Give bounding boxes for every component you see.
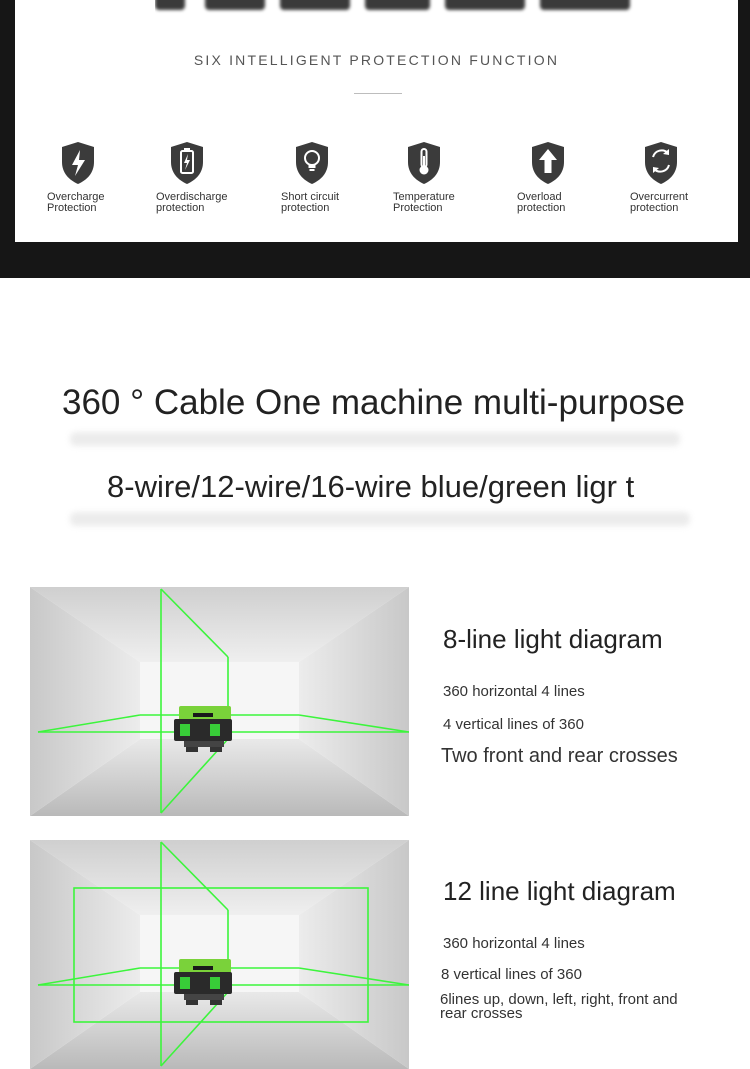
diagram-12-line-spec: 360 horizontal 4 lines: [443, 935, 585, 952]
protection-band: [0, 0, 750, 278]
lightning-shield-icon: [59, 140, 97, 186]
diagram-8-line-spec: 4 vertical lines of 360: [443, 716, 584, 733]
diagram-12-line-image: [30, 840, 409, 1069]
protection-label: Temperature Protection: [393, 191, 455, 214]
protection-label: Overcharge Protection: [47, 191, 105, 214]
diagram-12-line-title: 12 line light diagram: [443, 876, 676, 906]
protection-label: Overdischarge protection: [156, 191, 228, 214]
thermometer-shield-icon: [405, 140, 443, 186]
protection-label: Short circuit protection: [281, 191, 340, 214]
diagram-8-line-spec: Two front and rear crosses: [441, 745, 678, 767]
battery-shield-icon: [168, 140, 206, 186]
protection-item-overcurrent: [630, 140, 740, 214]
protection-item-overcharge: [47, 140, 157, 214]
protection-item-temperature: [393, 140, 503, 214]
diagram-8-line-title: 8-line light diagram: [443, 624, 663, 654]
text-shadow-decoration: [70, 512, 690, 526]
diagram-8-line-spec: 360 horizontal 4 lines: [443, 683, 585, 700]
bulb-shield-icon: [293, 140, 331, 186]
subtitle-divider: [354, 93, 402, 94]
headline-360-cable: 360 ° Cable One machine multi-purpose: [62, 383, 685, 422]
diagram-8-line-image: [30, 587, 409, 816]
headline-wire-options: 8-wire/12-wire/16-wire blue/green ligr t: [107, 469, 635, 504]
protection-panel: [15, 0, 738, 242]
protection-subtitle: SIX INTELLIGENT PROTECTION FUNCTION: [193, 52, 560, 68]
text-shadow-decoration: [70, 432, 680, 446]
protection-item-overload: [517, 140, 627, 214]
protection-item-short-circuit: [281, 140, 391, 214]
arrow-up-shield-icon: [529, 140, 567, 186]
protection-label: Overcurrent protection: [630, 191, 689, 214]
protection-label: Overload protection: [517, 191, 566, 214]
diagram-12-line-spec: 6lines up, down, left, right, front and rear crosses: [440, 991, 678, 1022]
cropped-title-graphic: [155, 0, 635, 16]
diagram-12-line-spec: 8 vertical lines of 360: [441, 966, 582, 983]
refresh-shield-icon: [642, 140, 680, 186]
protection-item-overdischarge: [156, 140, 266, 214]
